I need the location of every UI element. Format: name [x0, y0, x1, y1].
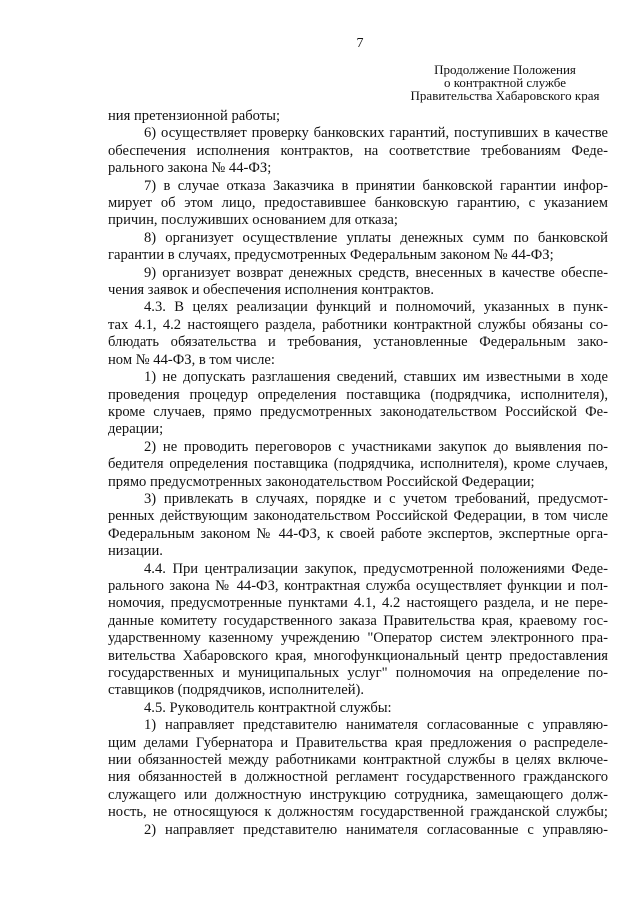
text-line: дерации; — [108, 421, 164, 438]
text-line: вительства Хабаровского края, многофункциональный центр предоставления — [108, 647, 608, 664]
text-line: номочия, предусмотренные пунктами 4.1, 4.2 настоящего раздела, и не пере- — [108, 595, 608, 612]
text-line: ударственному казенному учреждению "Оператор систем электронного пра- — [108, 630, 608, 647]
text-line: ния обязанностей в должностной регламент государственного гражданского — [108, 769, 608, 786]
text-line: мирует об этом лицо, предоставившее банковскую гарантию, с указанием — [108, 195, 608, 212]
text-line: бедителя определения поставщика (подрядчика, исполнителя), кроме случаев, — [108, 456, 608, 473]
text-line: 2) не проводить переговоров с участниками закупок до выявления по- — [144, 438, 608, 455]
text-line: рального закона № 44-ФЗ, контрактная служба осуществляет функции и пол- — [108, 577, 608, 594]
text-line: щим делами Губернатора и Правительства края предложения о распределе- — [108, 734, 608, 751]
text-line: гарантии в случаях, предусмотренных Федеральным законом № 44-ФЗ; — [108, 247, 554, 264]
text-line: ном № 44-ФЗ, в том числе: — [108, 351, 275, 368]
text-line: 7) в случае отказа Заказчика в принятии банковской гарантии инфор- — [144, 177, 608, 194]
text-line: тах 4.1, 4.2 настоящего раздела, работники контрактной службы обязаны со- — [108, 316, 608, 333]
text-line: кроме случаев, прямо предусмотренных законодательством Российской Фе- — [108, 403, 608, 420]
text-line: 4.5. Руководитель контрактной службы: — [144, 699, 392, 716]
text-line: нии обязанностей между работниками контрактной службы в целях включе- — [108, 752, 608, 769]
text-line: проведения процедур определения поставщика (подрядчика, исполнителя), — [108, 386, 608, 403]
text-line: обеспечения исполнения контрактов, на соответствие требованиям Феде- — [108, 142, 608, 159]
text-line: 9) организует возврат денежных средств, внесенных в качестве обеспе- — [144, 264, 608, 281]
page-number: 7 — [356, 36, 364, 51]
text-line: ния претензионной работы; — [108, 108, 281, 124]
text-line: данные комитету государственного заказа Правительства края, краевому гос- — [108, 612, 608, 629]
text-line: 1) не допускать разглашения сведений, ставших им известными в ходе — [144, 369, 608, 386]
text-line: ность, не относящуюся к должностям государственной гражданской службы; — [108, 804, 608, 821]
text-line: государственных и муниципальных услуг" полномочия на определение по- — [108, 665, 608, 681]
text-line: 4.3. В целях реализации функций и полномочий, указанных в пунк- — [144, 299, 608, 316]
text-line: Федеральным законом № 44-ФЗ, к своей работе экспертов, экспертные орга- — [108, 525, 608, 542]
text-line: 1) направляет представителю нанимателя согласованные с управляю- — [144, 717, 608, 734]
text-line: служащего или должностную инструкцию сотрудника, замещающего долж- — [108, 786, 608, 803]
text-line: 6) осуществляет проверку банковских гарантий, поступивших в качестве — [144, 125, 608, 142]
text-line: блюдать обязательства и требования, установленные Федеральным зако- — [108, 334, 608, 351]
text-line: 2) направляет представителю нанимателя согласованные с управляю- — [144, 821, 608, 838]
text-line: прямо предусмотренных законодательством Российской Федерации; — [108, 473, 535, 490]
header-line: о контрактной службе — [443, 75, 567, 90]
text-line: 8) организует осуществление уплаты денежных сумм по банковской — [144, 229, 608, 246]
running-header — [400, 63, 610, 102]
document-body — [108, 108, 608, 839]
text-line: ставщиков (подрядчиков, исполнителей). — [108, 682, 365, 699]
text-line: 3) привлекать в случаях, порядке и с учетом требований, предусмот- — [144, 490, 608, 507]
text-line: 4.4. При централизации закупок, предусмотренной положениями Феде- — [144, 560, 608, 577]
text-line: причин, послуживших основанием для отказа; — [108, 212, 398, 229]
text-line: низации. — [108, 543, 163, 560]
text-line: ренных действующим законодательством Российской Федерации, в том числе — [108, 508, 608, 525]
text-line: рального закона № 44-ФЗ; — [108, 160, 272, 177]
text-line: чения заявок и обеспечения исполнения контрактов. — [108, 282, 435, 299]
header-line: Правительства Хабаровского края — [410, 88, 600, 103]
header-line: Продолжение Положения — [434, 62, 576, 77]
